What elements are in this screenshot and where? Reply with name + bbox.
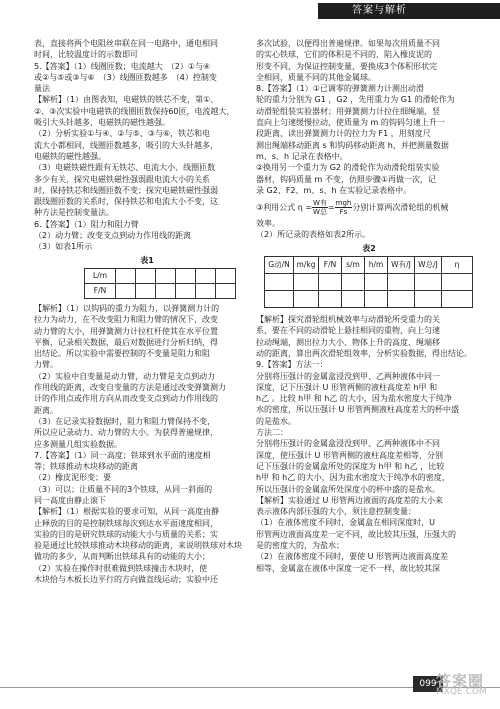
text-line: 同一高度由静止滚下 — [34, 495, 106, 505]
header-title: 答案与解析 — [352, 5, 407, 16]
table-cell: L/m — [85, 268, 116, 283]
analysis-9: 【解析】实验通过 U 形管两边液面的高度差的大小来 — [256, 495, 443, 505]
answer-7: 7.【答案】（1）同一高度；铁球到水平面的速度相 — [34, 450, 211, 460]
table-cell — [265, 291, 294, 308]
text-line: 时，保持铁芯和线圈匝数不变；探究电磁铁磁性强弱 — [34, 185, 218, 195]
table-cell — [265, 274, 294, 291]
table-cell — [415, 291, 442, 308]
text-line: 做功的多少，从而判断出铁球具有的动能的大小； — [34, 552, 210, 562]
answer-6: 6.【答案】（1）阻力和阻力臂 — [34, 219, 139, 229]
text-line: 动滑轮组装实验器材；用弹簧测力计拉住细绳端，竖 — [256, 106, 440, 116]
table-cell — [365, 291, 388, 308]
table-cell — [176, 268, 196, 283]
table-cell — [388, 274, 415, 291]
header-bar — [318, 3, 500, 19]
table-cell — [116, 268, 136, 283]
table-cell — [365, 274, 388, 291]
table-cell — [294, 291, 319, 308]
watermark-url: MXQE.COM — [436, 687, 487, 698]
table-header: F/N — [319, 257, 342, 274]
text-line: 记下压强计的金属盒所处的深度为 h甲 和 h乙 ，比较 — [256, 461, 445, 471]
text-line: = — [327, 202, 335, 212]
table-row — [85, 283, 236, 298]
text-line: 分别将压强计的金属盒浸没到甲、乙两种液体中同一 — [256, 371, 440, 381]
table-cell — [342, 274, 365, 291]
text-line: （2）实验在操作时很难做到铁球撞击木块时，使 — [34, 563, 208, 573]
text-line: 计的作用点或作用方向从而改变支点到动力作用线的 — [34, 394, 218, 404]
table-cell — [415, 274, 442, 291]
text-line: （3）在记录实验数据时，阻力和阻力臂保持不变， — [34, 416, 216, 426]
table-row — [265, 291, 473, 308]
text-line: 是的密度大的，为盐水； — [256, 540, 344, 550]
text-line: （2）实验中自变量是动力臂，动力臂是支点到动力 — [34, 371, 216, 381]
text-line: 表，直接将两个电阻丝串联在同一电路中，通电相同 — [34, 39, 218, 48]
table-header: G动/N — [265, 257, 294, 274]
text-line: 所以应记录动力、动力臂的大小。为获得普遍规律， — [34, 428, 218, 438]
analysis-8: 【解析】探究滑轮组机械效率与动滑轮所受重力的关 — [256, 315, 440, 325]
table-cell — [176, 283, 196, 298]
text-line: ③利用公式 η = — [256, 202, 313, 212]
text-line: 量法 — [34, 84, 50, 94]
answer-5: 5.【答案】（1）线圈匝数；电流越大 （2）①与④ — [34, 61, 211, 71]
table-cell — [294, 274, 319, 291]
answer-8: 8.【答案】（1）①已调零的弹簧测力计测出动滑 — [256, 84, 424, 94]
text-line: 拉力为动力，在不改变阻力和阻力臂的情况下，改变 — [34, 315, 218, 325]
text-line: 所以压强计的金属盒所处深度小的杯中盛的是盐水。 — [256, 484, 440, 494]
text-line: 测出绳端移动距离 s 和钩码移动距离 h，并把测量数据 — [256, 140, 449, 150]
text-line: 直向上匀速缓慢拉动，使质量为 m 的钩码匀速上升一 — [256, 118, 445, 128]
text-line: （1）在液体密度不同时，金属盒在相同深度时，U — [256, 518, 435, 528]
watermark-text: 答案圈 — [436, 672, 485, 690]
table-row — [265, 274, 473, 291]
text-line: 分别将压强计的金属盒浸没到甲、乙两种液体中不同 — [256, 439, 440, 449]
text-line: 系，要在不同的动滑轮上悬挂相同的重物，向上匀速 — [256, 326, 440, 336]
text-line: 形变不同，为保证控制变量，要换成3个体积形状完 — [256, 61, 438, 71]
table-row — [85, 268, 236, 283]
table-cell — [442, 291, 473, 308]
table-cell — [136, 283, 156, 298]
text-line: h乙 。比较 h甲 和 h乙 的大小，因为盐水密度大于纯净 — [256, 394, 452, 404]
table-cell: F/N — [85, 283, 116, 298]
text-line: 木块恰与木板长边平行的方向做直线运动；实验中还 — [34, 575, 218, 585]
table-cell — [442, 274, 473, 291]
text-line: 出结论。所以实验中需要控制的不变量是阻力和阻 — [34, 349, 210, 359]
table-cell — [156, 283, 176, 298]
text-line: m、s、h 记录在表格中。 — [256, 151, 348, 161]
text-line: 的是盐水。 — [256, 416, 296, 426]
table-cell — [388, 291, 415, 308]
text-line: ②、③次实验中电磁铁的线圈匝数保持60匝，电流越大， — [34, 106, 235, 116]
efficiency-formula-line — [256, 196, 482, 218]
fraction-denominator: W总 — [313, 207, 327, 216]
fraction-numerator: W有 — [313, 198, 327, 207]
table-cell — [196, 268, 216, 283]
text-line: 应多测量几组实验数据。 — [34, 439, 122, 449]
text-line: h甲 和 h乙 的大小，因为盐水密度大于纯净水的密度， — [256, 473, 450, 483]
text-line: 距离。 — [34, 405, 58, 415]
table-cell — [319, 274, 342, 291]
text-line: 轮的重力分别为 G1 ，G2 ，先用重力为 G1 的滑轮作为 — [256, 95, 455, 105]
text-line: 跟线圈匝数的关系时，保持铁芯和电流大小不变，这 — [34, 197, 218, 207]
table-cell — [156, 268, 176, 283]
text-line: 或②与⑤或③与⑥ （3）线圈匝数越多 （4）控制变 — [34, 72, 217, 82]
analysis-7: 【解析】（1）根据实验的要求可知，从同一高度由静 — [34, 507, 220, 517]
table-header: s/m — [342, 257, 365, 274]
text-line: （2）动力臂；改变支点到动力作用线的距离 — [34, 231, 192, 241]
text-line: 方法二： — [256, 428, 288, 438]
text-line: ②换用另一个重力为 G2 的滑轮作为动滑轮组装实验 — [256, 163, 440, 173]
fraction — [335, 199, 353, 216]
right-column — [256, 38, 482, 574]
table-header: m/kg — [294, 257, 319, 274]
text-line: 实验的目的是研究铁球的动能大小与质量的关系；实 — [34, 529, 218, 539]
text-line: 段距离，读出弹簧测力计的拉力为 F1 ，用刻度尺 — [256, 129, 431, 139]
text-line: 水的密度，所以压强计 U 形管两侧液柱高度差大的杯中盛 — [256, 405, 459, 415]
analysis-5: 【解析】（1）由图表知，电磁铁的铁芯不变，第①、 — [34, 95, 219, 105]
text-line: （2）在液体密度不同时，要使 U 形管两边液面高度差 — [256, 552, 449, 562]
text-line: 验是通过比较铁球推动木块移动的距离，来说明铁球对木块 — [34, 541, 242, 551]
text-line: 分别计算两次滑轮组的机械 — [352, 202, 449, 212]
text-line: 深度，使压强计 U 形管两侧的液柱高度差相等，分别 — [256, 450, 443, 460]
text-line: 全相同，质量不同的其他金属球。 — [256, 72, 376, 82]
text-line: 时间，比较温度计的示数即可 — [34, 50, 138, 60]
text-line: 器材，钩码质量 m 不变，仿照步骤①再做一次，记 — [256, 174, 437, 184]
fraction-numerator: mgh — [335, 198, 352, 207]
text-line: 效率。 — [256, 219, 280, 229]
table-header: η — [442, 257, 473, 274]
text-line: 电磁铁的磁性越强。 — [34, 151, 106, 161]
text-line: 形管两边液面高度差一定不同，故比较其压强，压强大的 — [256, 529, 456, 539]
text-line: （2）橡皮泥形变；要 — [34, 473, 112, 483]
text-line: 作用线的距离，改变自变量的方法是通过改变弹簧测力 — [34, 383, 226, 393]
table-cell — [216, 283, 236, 298]
fraction — [312, 199, 328, 216]
text-line: 多少有关，探究电磁铁磁性强弱跟电流大小的关系 — [34, 174, 210, 184]
text-line: 平衡，记录相关数据，最后对数据进行分析归纳，得 — [34, 337, 218, 347]
text-line: 种方法是控制变量法。 — [34, 208, 114, 218]
table-header: W有/J — [388, 257, 415, 274]
text-line: 吸引大头针越多，电磁铁的磁性越强。 — [34, 118, 170, 128]
left-column — [34, 38, 260, 585]
table-header: h/m — [365, 257, 388, 274]
page-number: 099 — [413, 676, 443, 692]
text-line: 录 G2、F2、m、s、h 在实验记录表格中。 — [256, 185, 412, 195]
watermark-logo — [436, 672, 496, 709]
text-line: 表示液体内部压强的大小，须注意控制变量： — [256, 507, 416, 517]
text-line: 动的距离，算出两次滑轮组效率，分析实验数据，得出结论。 — [256, 348, 472, 358]
table2-title: 表2 — [362, 243, 376, 253]
analysis-6: 【解析】（1）以钩码的重力为阻力，以弹簧测力计的 — [34, 303, 220, 313]
text-line: 力臂。 — [34, 360, 58, 370]
text-line: （2）分析实验①与④、②与⑤、③与⑥，铁芯和电 — [34, 129, 211, 139]
table-cell — [196, 283, 216, 298]
text-line: 拉动绳端，测出拉力大小、物体上升的高度、绳端移 — [256, 337, 440, 347]
text-line: 深度，记下压强计 U 形管两侧的液柱高度差 h甲 和 — [256, 382, 438, 392]
page-header — [0, 0, 500, 20]
answer-9: 9.【答案】方法一： — [256, 360, 328, 370]
table-cell — [319, 291, 342, 308]
table1-title: 表1 — [140, 255, 154, 265]
table-row — [265, 257, 473, 274]
table-cell — [216, 268, 236, 283]
text-line: 等；铁球推动木块移动的距离 — [34, 462, 138, 472]
text-line: 流大小都相同，线圈匝数越多，吸引的大头针越多， — [34, 140, 218, 150]
table-1 — [84, 268, 236, 299]
text-line: （2）所记录的表格如表2所示。 — [256, 230, 371, 240]
text-line: 的实心铁球，它们的体积是不同的，陷入橡皮泥的 — [256, 50, 432, 60]
text-line: 止释放的目的是控制铁球每次到达水平面速度相同， — [34, 518, 218, 528]
text-line: （3）如表1所示 — [34, 242, 93, 252]
fraction-denominator: Fs — [339, 207, 348, 216]
text-line: （3）电磁铁磁性跟有无铁芯、电流大小、线圈匝数 — [34, 163, 216, 173]
table-cell — [136, 268, 156, 283]
table-cell — [116, 283, 136, 298]
text-line: 动力臂的大小，用弹簧测力计拉杠杆使其在水平位置 — [34, 326, 218, 336]
text-line: 多次试验，以便得出普遍规律。如果每次用质量不同 — [256, 39, 440, 48]
table-2 — [264, 256, 473, 308]
table-cell — [342, 291, 365, 308]
table-header: W总/J — [415, 257, 442, 274]
text-line: 相等，金属盒在液体中深度一定不一样，故比较其深 — [256, 563, 440, 573]
text-line: （3）可以；让质量不同的3个铁球，从同一斜面的 — [34, 484, 213, 494]
